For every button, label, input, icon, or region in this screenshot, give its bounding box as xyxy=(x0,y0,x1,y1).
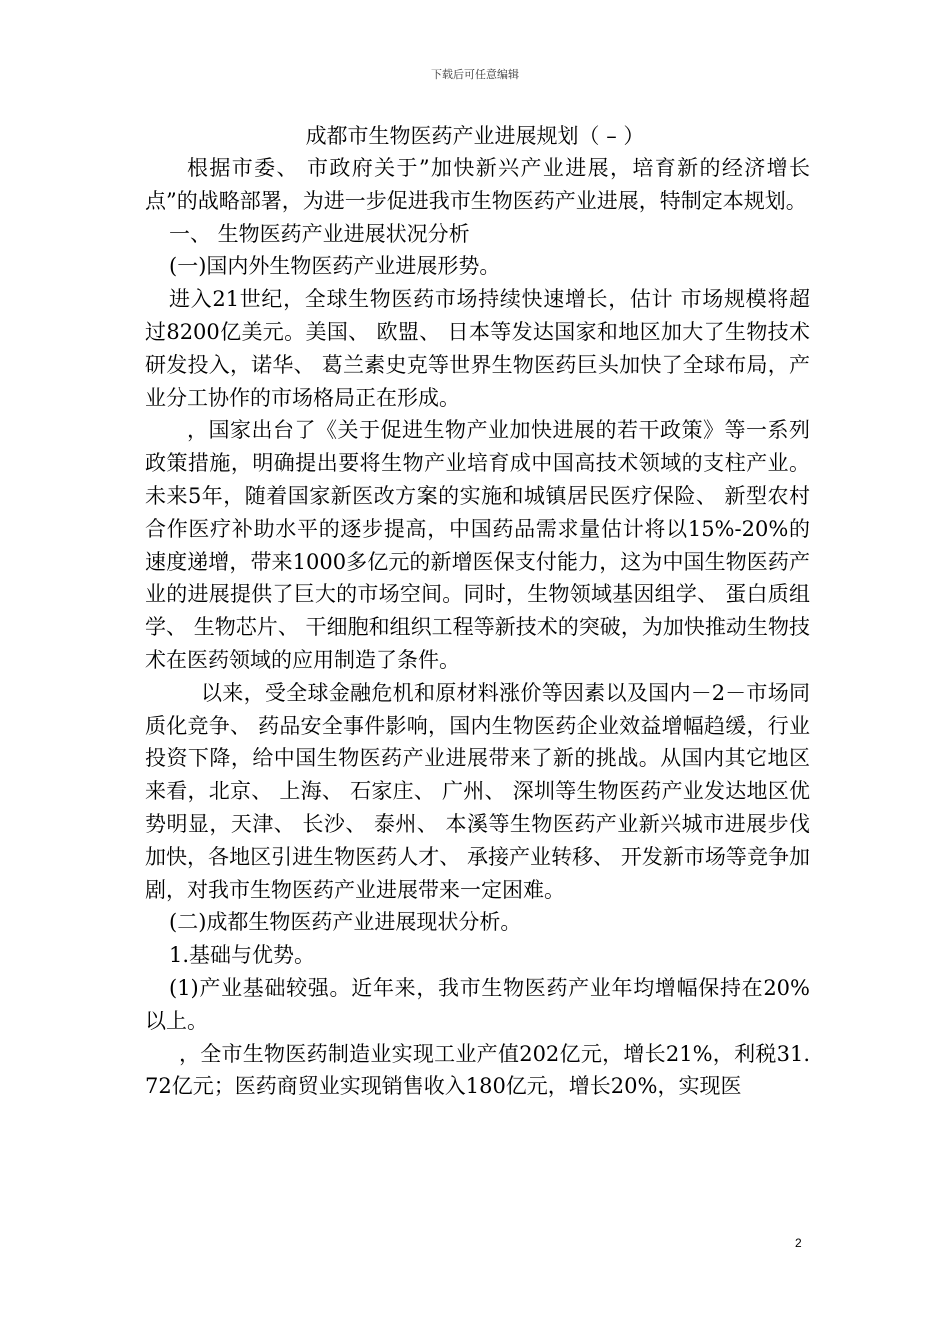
paragraph-challenges: 以来，受全球金融危机和原材料涨价等因素以及国内－2－市场同质化竞争、 药品安全事件影响，国内生物医药企业效益增幅趋缓，行业投资下降，给中国生物医药产业进展带来了新的挑战。从国内其它地区来看，北京、 上海、 石家庄、 广州、 深圳等生物医药产业发达地区优势明显，天津、 长沙、 泰州、 本溪等生物医药产业新兴城市进展步伐加快，各地区引进生物医药人才、 承接产业转移、 开发新市场等竞争加剧，对我市生物医药产业进展带来一定困难。 xyxy=(145,680,810,902)
document-body xyxy=(145,152,810,1103)
page-number: 2 xyxy=(795,1236,802,1250)
paragraph-global-market: 进入21世纪，全球生物医药市场持续快速增长，估计 市场规模将超过8200亿美元。美国、 欧盟、 日本等发达国家和地区加大了生物技术研发投入，诺华、 葛兰素史克等世界生物医药巨头加快了全球布局，产业分工协作的市场格局正在形成。 xyxy=(145,287,810,410)
paragraph-national-policy: ，国家出台了《关于促进生物产业加快进展的若干政策》等一系列政策措施，明确提出要将生物产业培育成中国高技术领域的支柱产业。未来5年，随着国家新医改方案的实施和城镇居民医疗保险、 新型农村合作医疗补助水平的逐步提高，中国药品需求量估计将以15%-20%的速度递增，带来1000多亿元的新增医保支付能力，这为中国生物医药产业的进展提供了巨大的市场空间。同时，生物领域基因组学、 蛋白质组学、 生物芯片、 干细胞和组织工程等新技术的突破，为加快推动生物技术在医药领域的应用制造了条件。 xyxy=(145,418,810,672)
paragraph-output-figures: ，全市生物医药制造业实现工业产值202亿元，增长21%，利税31.72亿元；医药商贸业实现销售收入180亿元，增长20%，实现医 xyxy=(145,1041,810,1099)
subsection-heading-2: (二)成都生物医药产业进展现状分析。 xyxy=(169,910,522,935)
section-heading-1: 一、 生物医药产业进展状况分析 xyxy=(169,221,470,246)
paragraph-industry-base: (1)产业基础较强。近年来，我市生物医药产业年均增幅保持在20%以上。 xyxy=(145,975,810,1033)
document-title: 成都市生物医药产业进展规划（ – ） xyxy=(305,124,645,148)
subsection-heading-1: (一)国内外生物医药产业进展形势。 xyxy=(169,254,501,279)
header-note: 下载后可任意编辑 xyxy=(431,68,519,81)
item-heading-1: 1.基础与优势。 xyxy=(169,943,316,968)
paragraph-intro: 根据市委、 市政府关于”加快新兴产业进展，培育新的经济增长点”的战略部署，为进一步促进我市生物医药产业进展，特制定本规划。 xyxy=(145,156,810,213)
